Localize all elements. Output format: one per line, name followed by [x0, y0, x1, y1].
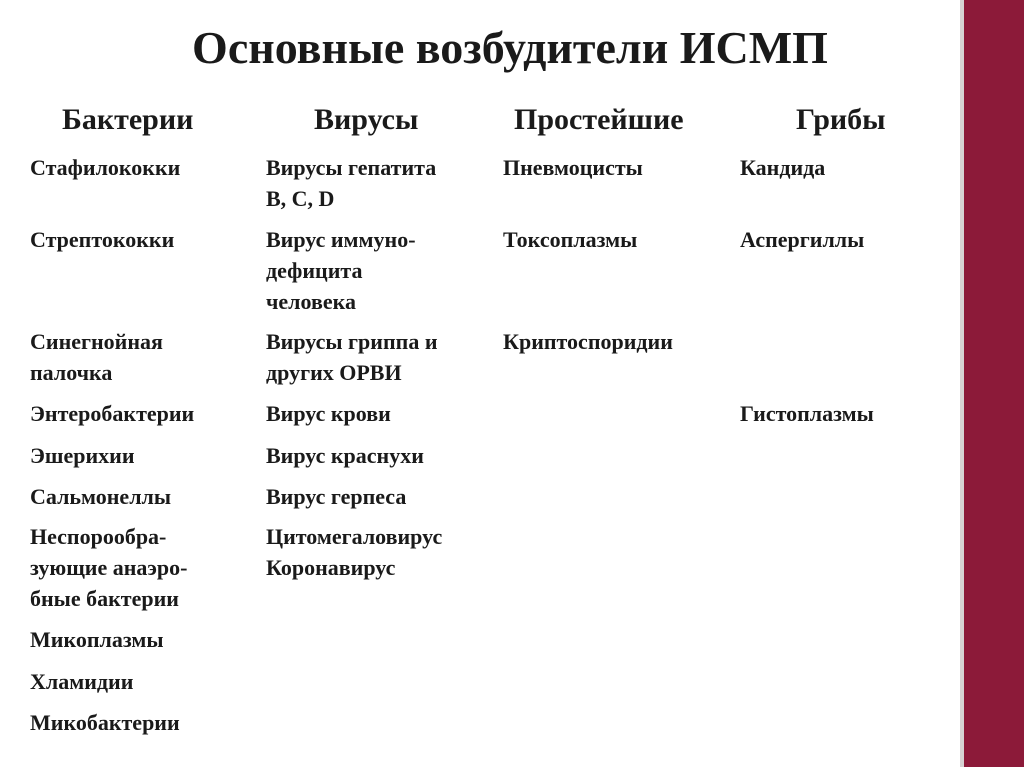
virus-item: Вирус краснухи — [266, 443, 424, 468]
slide-title: Основные возбудители ИСМП — [192, 22, 828, 73]
bacteria-item: Сальмонеллы — [30, 484, 172, 509]
virus-item: Вирус иммуно- дефицита человека — [266, 227, 416, 314]
virus-item: Вирусы гриппа и других ОРВИ — [266, 329, 438, 385]
virus-item: Вирусы гепатита B, C, D — [266, 155, 437, 211]
protozoa-item: Криптоспоридии — [503, 329, 673, 354]
bacteria-item: Стрептококки — [30, 227, 175, 252]
protozoa-item: Токсоплазмы — [503, 227, 638, 252]
fungi-item: Аспергиллы — [740, 227, 865, 252]
column-header-protozoa: Простейшие — [514, 103, 684, 136]
bacteria-item: Эшерихии — [30, 443, 135, 468]
virus-item: Вирус герпеса — [266, 484, 407, 509]
column-header-viruses: Вирусы — [314, 103, 419, 136]
bacteria-item: Микобактерии — [30, 710, 180, 735]
bacteria-item: Микоплазмы — [30, 627, 164, 652]
bacteria-item: Хламидии — [30, 669, 134, 694]
bacteria-item: Синегнойная палочка — [30, 329, 163, 385]
fungi-item: Гистоплазмы — [740, 401, 874, 426]
column-header-bacteria: Бактерии — [62, 103, 194, 136]
virus-item: Цитомегаловирус Коронавирус — [266, 524, 443, 580]
accent-sidebar — [964, 0, 1024, 767]
accent-sidebar-edge — [960, 0, 964, 767]
bacteria-item: Неспорообра- зующие анаэро- бные бактерии — [30, 524, 188, 611]
column-header-fungi: Грибы — [796, 103, 886, 136]
bacteria-item: Энтеробактерии — [30, 401, 195, 426]
protozoa-item: Пневмоцисты — [503, 155, 643, 180]
fungi-item: Кандида — [740, 155, 826, 180]
bacteria-item: Стафилококки — [30, 155, 181, 180]
virus-item: Вирус крови — [266, 401, 391, 426]
